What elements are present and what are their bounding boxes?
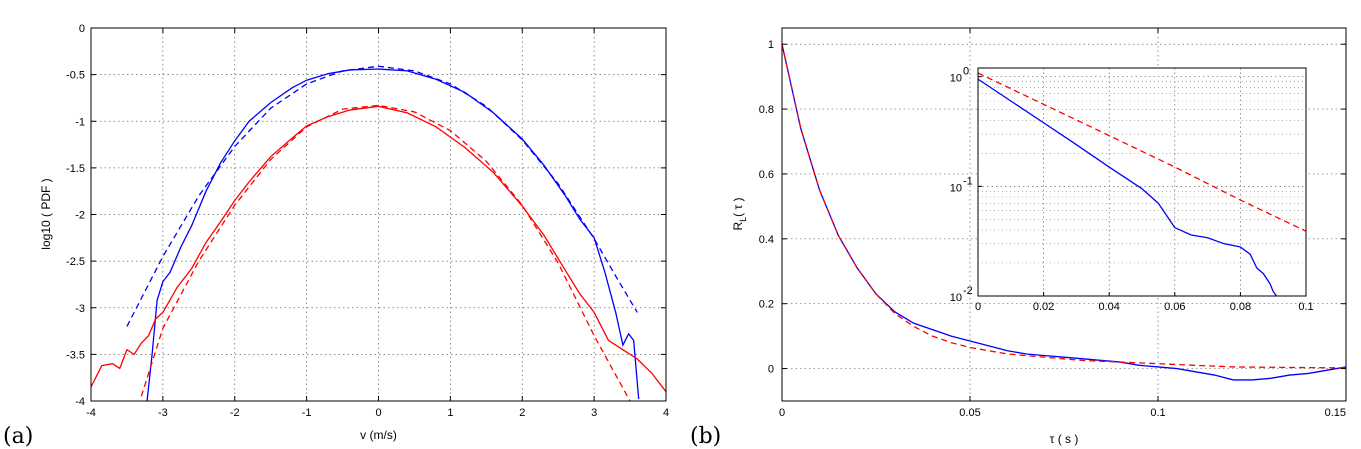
inset-ytick-label: 10 xyxy=(949,72,962,85)
panel-b-ytick-label: 0 xyxy=(767,363,774,376)
panel-b-xtick-label: 0.15 xyxy=(1324,407,1346,419)
inset-xtick-label: 0.02 xyxy=(1032,301,1055,313)
panel-a-xtick-label: -4 xyxy=(86,407,96,419)
panel-a-ytick-label: -4 xyxy=(75,396,85,408)
panel-b-xtick-label: 0 xyxy=(778,407,786,419)
panel-a-ytick-label: -1 xyxy=(75,116,85,129)
panel-b-ytick-label: 0.8 xyxy=(758,104,774,117)
panel-a xyxy=(3,23,669,449)
panel-a-ytick-label: -0.5 xyxy=(66,69,85,82)
panel-a-ytick-label: 0 xyxy=(78,23,85,35)
panel-b-xtick-label: 0.05 xyxy=(959,407,981,419)
panel-a-series-3-line xyxy=(141,105,630,401)
inset-background xyxy=(978,68,1306,296)
panel-a-ticks xyxy=(66,23,669,419)
panel-a-series-0-line xyxy=(147,69,639,401)
inset-xtick-label: 0.08 xyxy=(1229,301,1252,313)
panel-a-xtick-label: 0 xyxy=(375,407,382,419)
panel-b xyxy=(690,28,1346,449)
panel-a-xlabel: v (m/s) xyxy=(360,428,397,442)
inset-ytick-label: 10 xyxy=(949,182,962,195)
panel-b-ylabel xyxy=(731,197,748,230)
panel-a-ytick-label: -3.5 xyxy=(66,349,85,362)
inset-ytick-exponent: -2 xyxy=(963,285,973,297)
panel-a-xtick-label: 2 xyxy=(519,407,526,419)
panel-a-xtick-label: -1 xyxy=(301,407,312,419)
panel-b-xtick-label: 0.1 xyxy=(1150,407,1166,419)
panel-b-ytick-label: 1 xyxy=(767,39,774,52)
panel-b-ylabel-rest: ( τ ) xyxy=(731,197,745,217)
panel-a-ylabel: log10 ( PDF ) xyxy=(39,178,53,250)
panel-a-xtick-label: -2 xyxy=(229,407,240,419)
inset-xtick-label: 0.06 xyxy=(1164,301,1186,313)
inset-xtick-label: 0 xyxy=(974,301,982,313)
panel-a-xtick-label: 1 xyxy=(447,407,454,419)
panel-a-ytick-label: -3 xyxy=(75,302,85,315)
panel-a-ytick-label: -2 xyxy=(75,209,85,222)
panel-b-label: (b) xyxy=(690,424,722,449)
panel-a-grid xyxy=(91,28,666,401)
inset-xtick-label: 0.1 xyxy=(1298,301,1314,313)
panel-a-lines xyxy=(91,66,666,401)
panel-a-xtick-label: -3 xyxy=(157,407,168,419)
panel-a-ytick-label: -1.5 xyxy=(66,162,85,175)
panel-b-ylabel-sub: L xyxy=(738,216,748,222)
inset-ytick-label: 10 xyxy=(949,292,962,304)
panel-a-xtick-label: 3 xyxy=(591,407,598,419)
panel-b-ytick-label: 0.4 xyxy=(758,233,774,246)
panel-b-ytick-label: 0.2 xyxy=(758,298,774,311)
panel-a-label: (a) xyxy=(3,424,34,449)
inset-ytick-exponent: -1 xyxy=(963,175,973,188)
panel-a-ytick-label: -2.5 xyxy=(66,256,85,269)
panel-a-xtick-label: 4 xyxy=(662,407,670,419)
panel-b-xlabel: τ ( s ) xyxy=(1049,432,1079,446)
panel-b-ylabel-main: R xyxy=(731,221,745,231)
panel-b-inset xyxy=(950,66,1314,313)
inset-xtick-label: 0.04 xyxy=(1098,301,1120,313)
inset-ytick-exponent: 0 xyxy=(963,65,970,78)
panel-b-ytick-label: 0.6 xyxy=(758,168,774,181)
